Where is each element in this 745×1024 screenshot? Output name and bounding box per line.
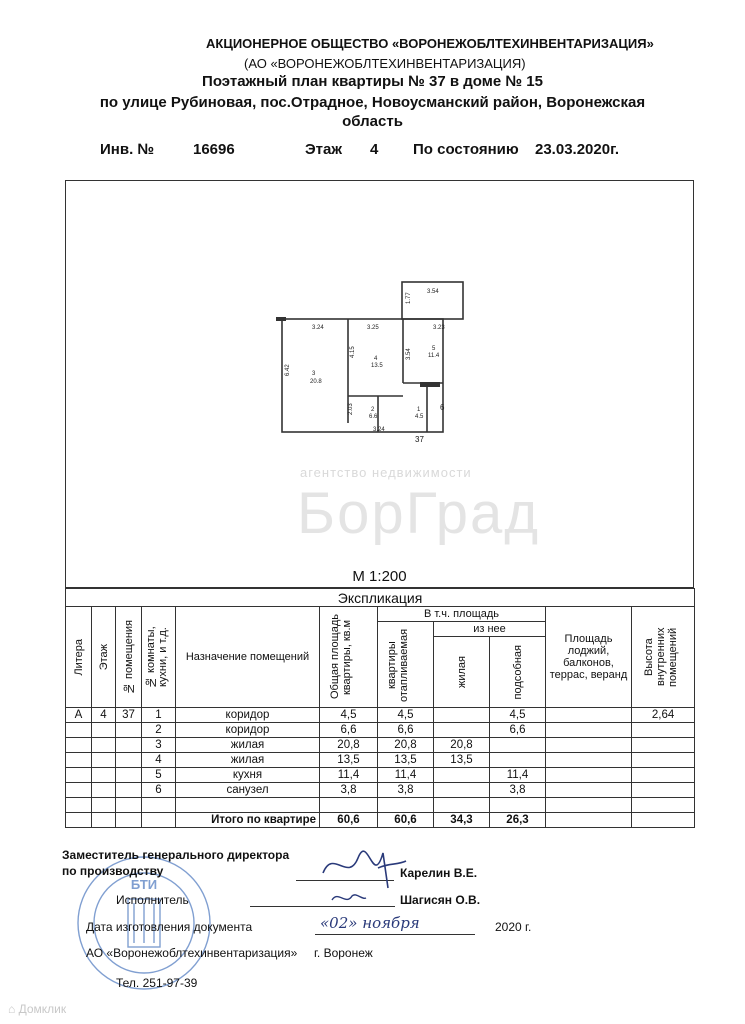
cell-room [116, 738, 142, 753]
cell-loggia [546, 783, 632, 798]
cell-purpose: коридор [176, 708, 320, 723]
cell-floor [92, 783, 116, 798]
total-aux-value: 26,3 [490, 813, 546, 828]
cell-height: 2,64 [632, 708, 695, 723]
executor-signature [328, 888, 368, 908]
cell-aux [490, 738, 546, 753]
cell-num: 2 [142, 723, 176, 738]
state-date: 23.03.2020г. [535, 141, 619, 158]
cell-heated: 4,5 [378, 708, 434, 723]
room-number: 2 [371, 407, 375, 413]
dim-label: 2.03 [348, 403, 354, 415]
cell-num: 6 [142, 783, 176, 798]
domclick-label: Домклик [18, 1002, 67, 1016]
floor-plan-drawing [270, 278, 470, 443]
cell-num: 1 [142, 708, 176, 723]
cell-living [434, 783, 490, 798]
org-name: АКЦИОНЕРНОЕ ОБЩЕСТВО «ВОРОНЕЖОБЛТЕХИНВЕНТАРИЗАЦИЯ» [206, 36, 654, 51]
cell-loggia [546, 738, 632, 753]
col-floor: Этаж [97, 643, 110, 671]
table-row [66, 768, 695, 783]
cell-loggia [546, 708, 632, 723]
room-area: 20.8 [310, 379, 322, 385]
cell-num: 3 [142, 738, 176, 753]
table-row [66, 783, 695, 798]
home-icon: ⌂ [8, 1002, 16, 1016]
room-number: 1 [417, 407, 421, 413]
plan-scale: М 1:200 [352, 568, 407, 585]
watermark-brand: БорГрад [297, 481, 541, 546]
cell-litera [66, 738, 92, 753]
cell-floor [92, 738, 116, 753]
cell-loggia [546, 723, 632, 738]
cell-litera [66, 723, 92, 738]
col-auxiliary: подсобная [511, 644, 524, 700]
cell-heated: 20,8 [378, 738, 434, 753]
cell-height [632, 738, 695, 753]
col-purpose: Назначение помещений [176, 607, 320, 708]
cell-litera: А [66, 708, 92, 723]
cell-num: 4 [142, 753, 176, 768]
table-row [66, 738, 695, 753]
room-number: 3 [312, 371, 316, 377]
dim-label: 3.25 [367, 325, 379, 331]
dim-label: 3.54 [427, 289, 439, 295]
inv-value: 16696 [193, 141, 235, 158]
cell-height [632, 723, 695, 738]
dim-label: 1.77 [406, 292, 412, 304]
col-rooms-no: № комнаты, кухни, и т.д. [145, 626, 169, 688]
total-heated-value: 60,6 [378, 813, 434, 828]
org-footer: АО «Воронежоблтехинвентаризация» [86, 946, 298, 960]
cell-room [116, 783, 142, 798]
col-height: Высота внутренних помещений [643, 627, 680, 687]
org-phone: Тел. 251-97-39 [116, 976, 198, 990]
room-number: 5 [432, 346, 436, 352]
table-row [66, 753, 695, 768]
cell-aux: 11,4 [490, 768, 546, 783]
floor-label: Этаж [305, 141, 342, 158]
plan-address: по улице Рубиновая, пос.Отрадное, Новоусманский район, Воронежская [99, 94, 646, 111]
executor-label: Исполнитель [116, 893, 189, 907]
date-year: 2020 г. [495, 920, 532, 934]
dim-label: 4.15 [350, 346, 356, 358]
cell-floor [92, 723, 116, 738]
total-living-value: 34,3 [434, 813, 490, 828]
cell-purpose: жилая [176, 738, 320, 753]
apartment-number-label: 37 [415, 435, 424, 443]
cell-living [434, 708, 490, 723]
dim-label: 3.24 [373, 427, 385, 433]
cell-litera [66, 768, 92, 783]
cell-floor [92, 768, 116, 783]
deputy-signature [318, 843, 408, 893]
cell-living: 13,5 [434, 753, 490, 768]
cell-aux: 4,5 [490, 708, 546, 723]
room-area: 11.4 [428, 353, 440, 359]
cell-purpose: коридор [176, 723, 320, 738]
col-living: жилая [455, 656, 468, 688]
room-area: 6.6 [369, 414, 378, 420]
cell-loggia [546, 753, 632, 768]
cell-room: 37 [116, 708, 142, 723]
inv-label: Инв. № [100, 141, 155, 158]
table-row [66, 723, 695, 738]
cell-room [116, 723, 142, 738]
dim-label: 3.23 [433, 325, 445, 331]
cell-total: 20,8 [320, 738, 378, 753]
room-number: 4 [374, 356, 378, 362]
col-loggia: Площадь лоджий, балконов, террас, веранд [546, 607, 632, 708]
deputy-title-line2: по производству [62, 864, 164, 878]
executor-sign-line [250, 906, 395, 907]
col-total-area: Общая площадь квартиры, кв.м [328, 614, 353, 700]
cell-heated: 6,6 [378, 723, 434, 738]
plan-address-region: область [342, 113, 403, 130]
cell-num: 5 [142, 768, 176, 783]
svg-text:БТИ: БТИ [130, 877, 158, 892]
dim-label: 3.24 [312, 325, 324, 331]
cell-litera [66, 753, 92, 768]
room-number: 6 [440, 403, 445, 412]
cell-room [116, 753, 142, 768]
cell-purpose: санузел [176, 783, 320, 798]
col-incl-area: В т.ч. площадь [378, 607, 546, 622]
cell-floor: 4 [92, 708, 116, 723]
dim-label: 6.42 [285, 364, 291, 376]
cell-purpose: кухня [176, 768, 320, 783]
cell-litera [66, 783, 92, 798]
cell-height [632, 768, 695, 783]
watermark-agency: агентство недвижимости [300, 465, 472, 480]
cell-total: 3,8 [320, 783, 378, 798]
cell-room [116, 768, 142, 783]
cell-total: 13,5 [320, 753, 378, 768]
col-of-which: из нее [434, 622, 546, 637]
table-row-empty [66, 798, 695, 813]
cell-floor [92, 753, 116, 768]
cell-height [632, 753, 695, 768]
room-area: 4.5 [415, 414, 424, 420]
cell-total: 11,4 [320, 768, 378, 783]
cell-living [434, 723, 490, 738]
cell-purpose: жилая [176, 753, 320, 768]
col-room-no: № помещения [122, 619, 135, 695]
cell-aux [490, 753, 546, 768]
cell-living [434, 768, 490, 783]
col-heated: квартиры отапливаемая [385, 627, 410, 702]
cell-total: 6,6 [320, 723, 378, 738]
org-short-name: (АО «ВОРОНЕЖОБЛТЕХИНВЕНТАРИЗАЦИЯ) [244, 56, 526, 71]
cell-heated: 11,4 [378, 768, 434, 783]
date-label: Дата изготовления документа [86, 920, 253, 934]
floor-value: 4 [370, 141, 379, 158]
room-area: 13.5 [371, 363, 383, 369]
cell-total: 4,5 [320, 708, 378, 723]
state-label: По состоянию [413, 141, 519, 158]
plan-title: Поэтажный план квартиры № 37 в доме № 15 [202, 73, 543, 90]
cell-aux: 3,8 [490, 783, 546, 798]
dim-label: 3.54 [406, 348, 412, 360]
explication-title: Экспликация [66, 589, 695, 607]
executor-name: Шагисян О.В. [400, 893, 481, 907]
table-row [66, 708, 695, 723]
cell-living: 20,8 [434, 738, 490, 753]
date-handwritten: «02» ноября [320, 914, 420, 932]
cell-loggia [546, 768, 632, 783]
col-litera: Литера [72, 638, 85, 676]
deputy-title-line1: Заместитель генерального директора [62, 848, 290, 862]
total-label: Итого по квартире [176, 813, 320, 828]
explication-table [65, 588, 695, 828]
date-line [315, 934, 475, 935]
domclick-watermark [8, 1002, 66, 1016]
cell-heated: 13,5 [378, 753, 434, 768]
cell-heated: 3,8 [378, 783, 434, 798]
total-area-value: 60,6 [320, 813, 378, 828]
cell-height [632, 783, 695, 798]
cell-aux: 6,6 [490, 723, 546, 738]
org-city: г. Воронеж [314, 946, 373, 960]
deputy-name: Карелин В.Е. [400, 866, 478, 880]
